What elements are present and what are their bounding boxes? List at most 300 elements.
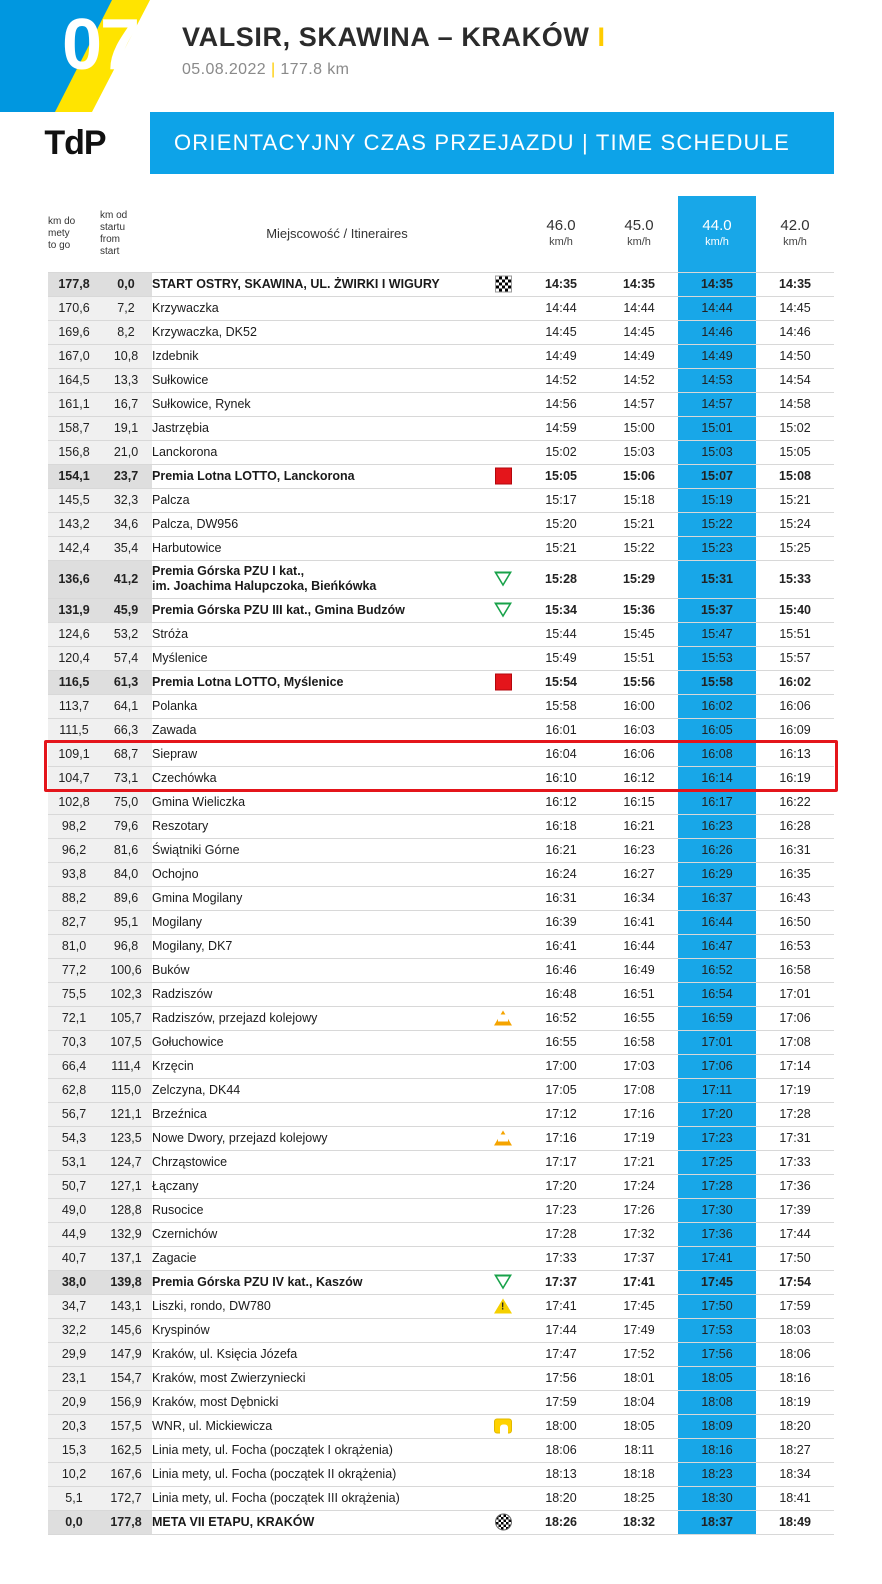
cell-time-4: 17:44: [756, 1222, 834, 1246]
cell-time-4: 18:16: [756, 1366, 834, 1390]
cell-time-3: 16:23: [678, 814, 756, 838]
cell-km-to-go: 50,7: [48, 1174, 100, 1198]
cell-time-4: 16:58: [756, 958, 834, 982]
table-row: [48, 1318, 834, 1342]
table-container: [0, 174, 882, 1555]
cell-km-to-go: 111,5: [48, 718, 100, 742]
table-row: [48, 536, 834, 560]
cell-time-4: 17:50: [756, 1246, 834, 1270]
place-label: Łączany: [152, 1179, 199, 1193]
table-row: [48, 1246, 834, 1270]
place-label: Stróża: [152, 627, 189, 641]
cell-time-1: 18:26: [522, 1510, 600, 1534]
cell-time-3: 17:30: [678, 1198, 756, 1222]
cell-place: [152, 670, 522, 694]
cell-time-3: 15:58: [678, 670, 756, 694]
cell-time-4: 16:43: [756, 886, 834, 910]
col-header-place: Miejscowość / Itineraires: [152, 196, 522, 272]
cell-place: [152, 982, 522, 1006]
stage-title-text: VALSIR, SKAWINA – KRAKÓW: [182, 22, 590, 52]
cell-time-1: 14:52: [522, 368, 600, 392]
table-row: [48, 910, 834, 934]
cell-time-2: 17:21: [600, 1150, 678, 1174]
cell-time-3: 18:09: [678, 1414, 756, 1438]
place-label: Świątniki Górne: [152, 843, 240, 857]
header-subtitle: [182, 61, 606, 79]
cell-place: [152, 1246, 522, 1270]
place-label: Krzywaczka: [152, 301, 219, 315]
table-row: [48, 440, 834, 464]
table-row: [48, 838, 834, 862]
cell-time-2: 16:34: [600, 886, 678, 910]
cell-km-from-start: 23,7: [100, 464, 152, 488]
cell-km-to-go: 5,1: [48, 1486, 100, 1510]
cell-time-4: 17:19: [756, 1078, 834, 1102]
cell-time-1: 18:20: [522, 1486, 600, 1510]
cell-place: [152, 1222, 522, 1246]
mountain-icon: [494, 603, 512, 618]
cell-km-from-start: 81,6: [100, 838, 152, 862]
page-header: [0, 0, 882, 112]
cell-time-2: 17:52: [600, 1342, 678, 1366]
cell-km-from-start: 147,9: [100, 1342, 152, 1366]
cell-place: [152, 1462, 522, 1486]
place-label: Zawada: [152, 723, 197, 737]
cell-time-3: 17:11: [678, 1078, 756, 1102]
cell-km-from-start: 107,5: [100, 1030, 152, 1054]
cell-km-from-start: 139,8: [100, 1270, 152, 1294]
table-row: [48, 1486, 834, 1510]
place-label: Mogilany: [152, 915, 203, 929]
cell-time-2: 15:29: [600, 560, 678, 598]
table-row: [48, 694, 834, 718]
time-schedule-table: [48, 196, 834, 1535]
cell-time-1: 17:28: [522, 1222, 600, 1246]
cell-time-3: 17:28: [678, 1174, 756, 1198]
table-row: [48, 272, 834, 296]
cell-place: [152, 766, 522, 790]
cell-time-2: 14:35: [600, 272, 678, 296]
cell-time-4: 15:08: [756, 464, 834, 488]
cell-time-3: 18:37: [678, 1510, 756, 1534]
cell-km-to-go: 98,2: [48, 814, 100, 838]
cell-time-1: 18:06: [522, 1438, 600, 1462]
table-row: [48, 670, 834, 694]
cell-time-2: 17:26: [600, 1198, 678, 1222]
table-head: [48, 196, 834, 272]
cell-time-1: 15:44: [522, 622, 600, 646]
cell-time-4: 17:33: [756, 1150, 834, 1174]
cell-place: [152, 694, 522, 718]
cell-time-1: 16:52: [522, 1006, 600, 1030]
cell-km-from-start: 172,7: [100, 1486, 152, 1510]
cell-time-1: 18:13: [522, 1462, 600, 1486]
cell-place: [152, 1294, 522, 1318]
col-header-km-from-start: km od startu from start: [100, 196, 152, 272]
cell-time-4: 17:31: [756, 1126, 834, 1150]
cell-km-from-start: 34,6: [100, 512, 152, 536]
cell-time-1: 17:56: [522, 1366, 600, 1390]
cell-km-to-go: 177,8: [48, 272, 100, 296]
cell-time-1: 17:33: [522, 1246, 600, 1270]
cell-time-4: 18:41: [756, 1486, 834, 1510]
cell-km-from-start: 53,2: [100, 622, 152, 646]
cell-time-2: 16:44: [600, 934, 678, 958]
table-row: [48, 790, 834, 814]
cell-time-2: 17:45: [600, 1294, 678, 1318]
speed-value-3: 44.0: [702, 216, 732, 234]
table-row: [48, 1006, 834, 1030]
cell-time-1: 15:21: [522, 536, 600, 560]
cell-km-to-go: 77,2: [48, 958, 100, 982]
cell-time-3: 18:23: [678, 1462, 756, 1486]
cell-time-2: 14:45: [600, 320, 678, 344]
cell-time-4: 18:06: [756, 1342, 834, 1366]
cell-place: [152, 1486, 522, 1510]
cell-km-to-go: 161,1: [48, 392, 100, 416]
cell-time-1: 16:55: [522, 1030, 600, 1054]
place-label: Brzeźnica: [152, 1107, 207, 1121]
place-label: Kraków, most Dębnicki: [152, 1395, 279, 1409]
cell-place: [152, 344, 522, 368]
cell-km-to-go: 169,6: [48, 320, 100, 344]
cell-km-to-go: 15,3: [48, 1438, 100, 1462]
cell-place: [152, 1198, 522, 1222]
cell-time-1: 14:35: [522, 272, 600, 296]
cell-time-1: 14:49: [522, 344, 600, 368]
cell-time-1: 15:28: [522, 560, 600, 598]
speed-value-2: 45.0: [624, 216, 654, 234]
table-row: [48, 622, 834, 646]
table-row: [48, 1414, 834, 1438]
cell-time-3: 15:47: [678, 622, 756, 646]
cell-km-to-go: 88,2: [48, 886, 100, 910]
cell-km-to-go: 116,5: [48, 670, 100, 694]
cell-time-1: 16:24: [522, 862, 600, 886]
cell-time-3: 14:49: [678, 344, 756, 368]
place-label: Zagacie: [152, 1251, 197, 1265]
cell-place: [152, 958, 522, 982]
cell-time-4: 16:02: [756, 670, 834, 694]
cell-time-2: 16:00: [600, 694, 678, 718]
cell-place: [152, 1174, 522, 1198]
cell-time-4: 15:21: [756, 488, 834, 512]
cell-time-1: 17:17: [522, 1150, 600, 1174]
cell-place: [152, 1270, 522, 1294]
cell-time-2: 16:49: [600, 958, 678, 982]
place-label: Siepraw: [152, 747, 198, 761]
cell-place: [152, 1006, 522, 1030]
cell-time-2: 18:01: [600, 1366, 678, 1390]
tdp-logo-text: TdP: [44, 123, 106, 162]
cell-time-1: 15:49: [522, 646, 600, 670]
cell-time-1: 17:20: [522, 1174, 600, 1198]
cell-time-4: 17:54: [756, 1270, 834, 1294]
cell-time-1: 15:17: [522, 488, 600, 512]
cell-time-2: 17:03: [600, 1054, 678, 1078]
cell-time-1: 17:16: [522, 1126, 600, 1150]
cell-time-2: 14:52: [600, 368, 678, 392]
cell-place: [152, 1102, 522, 1126]
place-label: Linia mety, ul. Focha (początek I okrążenia): [152, 1443, 393, 1457]
place-label: Kraków, most Zwierzyniecki: [152, 1371, 306, 1385]
place-label: Reszotary: [152, 819, 209, 833]
cell-time-2: 16:41: [600, 910, 678, 934]
cell-time-3: 16:26: [678, 838, 756, 862]
cell-time-4: 16:22: [756, 790, 834, 814]
cell-time-1: 16:21: [522, 838, 600, 862]
cell-km-from-start: 156,9: [100, 1390, 152, 1414]
place-label: Premia Górska PZU III kat., Gmina Budzów: [152, 603, 405, 617]
cell-km-from-start: 96,8: [100, 934, 152, 958]
cell-km-from-start: 73,1: [100, 766, 152, 790]
cell-place: [152, 934, 522, 958]
speed-value-4: 42.0: [780, 216, 810, 234]
cell-place: [152, 560, 522, 598]
cell-time-1: 17:59: [522, 1390, 600, 1414]
tdp-logo: [0, 112, 150, 174]
col-header-speed-1: [522, 196, 600, 272]
table-row: [48, 886, 834, 910]
cell-km-from-start: 57,4: [100, 646, 152, 670]
cell-place: [152, 646, 522, 670]
cell-place: [152, 1150, 522, 1174]
cell-time-1: 15:20: [522, 512, 600, 536]
cell-km-to-go: 40,7: [48, 1246, 100, 1270]
place-label: Czernichów: [152, 1227, 218, 1241]
table-row: [48, 934, 834, 958]
cell-time-1: 15:34: [522, 598, 600, 622]
cell-time-3: 17:36: [678, 1222, 756, 1246]
cell-time-4: 14:46: [756, 320, 834, 344]
cell-time-3: 16:59: [678, 1006, 756, 1030]
cell-time-2: 16:51: [600, 982, 678, 1006]
cell-time-4: 14:35: [756, 272, 834, 296]
cell-place: [152, 1342, 522, 1366]
table-row: [48, 718, 834, 742]
cell-time-3: 15:53: [678, 646, 756, 670]
cell-km-from-start: 10,8: [100, 344, 152, 368]
cell-km-from-start: 8,2: [100, 320, 152, 344]
cell-km-to-go: 142,4: [48, 536, 100, 560]
cell-place: [152, 742, 522, 766]
cell-time-2: 17:41: [600, 1270, 678, 1294]
cell-time-4: 15:40: [756, 598, 834, 622]
cell-time-3: 17:53: [678, 1318, 756, 1342]
place-label: Gmina Wieliczka: [152, 795, 246, 809]
cell-time-1: 15:58: [522, 694, 600, 718]
cell-time-1: 15:05: [522, 464, 600, 488]
table-row: [48, 416, 834, 440]
cell-time-2: 16:27: [600, 862, 678, 886]
cell-km-to-go: 20,3: [48, 1414, 100, 1438]
cell-place: [152, 1126, 522, 1150]
cell-km-to-go: 62,8: [48, 1078, 100, 1102]
cell-km-from-start: 111,4: [100, 1054, 152, 1078]
cell-time-1: 16:31: [522, 886, 600, 910]
cell-time-3: 16:47: [678, 934, 756, 958]
place-label: Palcza: [152, 493, 190, 507]
cell-time-4: 14:45: [756, 296, 834, 320]
cell-time-4: 18:03: [756, 1318, 834, 1342]
place-label: Linia mety, ul. Focha (początek II okrążenia): [152, 1467, 397, 1481]
finish-icon: [495, 1514, 512, 1531]
wnr-icon: [494, 1419, 512, 1434]
cell-time-4: 15:05: [756, 440, 834, 464]
cell-time-3: 18:08: [678, 1390, 756, 1414]
table-row: [48, 1438, 834, 1462]
cell-km-from-start: 7,2: [100, 296, 152, 320]
table-row: [48, 1366, 834, 1390]
cell-km-from-start: 79,6: [100, 814, 152, 838]
place-label: Krzęcin: [152, 1059, 194, 1073]
place-label: Kraków, ul. Księcia Józefa: [152, 1347, 298, 1361]
cell-time-3: 16:02: [678, 694, 756, 718]
place-label: Premia Lotna LOTTO, Lanckorona: [152, 469, 355, 483]
cell-place: [152, 814, 522, 838]
cell-time-4: 14:58: [756, 392, 834, 416]
table-row: [48, 392, 834, 416]
cell-time-2: 17:32: [600, 1222, 678, 1246]
cell-time-1: 14:59: [522, 416, 600, 440]
cell-place: [152, 718, 522, 742]
cell-place: [152, 320, 522, 344]
cell-time-1: 14:45: [522, 320, 600, 344]
cell-time-3: 16:08: [678, 742, 756, 766]
place-label: Myślenice: [152, 651, 208, 665]
cell-time-4: 15:24: [756, 512, 834, 536]
cell-km-from-start: 167,6: [100, 1462, 152, 1486]
cell-km-to-go: 102,8: [48, 790, 100, 814]
table-row: [48, 1102, 834, 1126]
cell-time-2: 14:44: [600, 296, 678, 320]
cell-time-3: 16:05: [678, 718, 756, 742]
cell-time-1: 16:46: [522, 958, 600, 982]
cell-km-to-go: 113,7: [48, 694, 100, 718]
cell-time-4: 14:54: [756, 368, 834, 392]
cell-km-to-go: 66,4: [48, 1054, 100, 1078]
cell-km-to-go: 104,7: [48, 766, 100, 790]
cell-time-4: 17:08: [756, 1030, 834, 1054]
cell-time-4: 17:28: [756, 1102, 834, 1126]
col-header-speed-3: [678, 196, 756, 272]
cell-time-3: 17:45: [678, 1270, 756, 1294]
cell-time-1: 17:23: [522, 1198, 600, 1222]
cell-time-2: 17:37: [600, 1246, 678, 1270]
table-row: [48, 1390, 834, 1414]
cell-km-from-start: 32,3: [100, 488, 152, 512]
mountain-icon: [494, 572, 512, 587]
cell-time-4: 16:06: [756, 694, 834, 718]
cell-time-2: 17:24: [600, 1174, 678, 1198]
cell-time-4: 15:57: [756, 646, 834, 670]
cell-time-2: 15:00: [600, 416, 678, 440]
place-label: Lanckorona: [152, 445, 218, 459]
cell-time-1: 16:39: [522, 910, 600, 934]
cell-time-4: 15:51: [756, 622, 834, 646]
table-row: [48, 1510, 834, 1534]
cell-time-1: 16:04: [522, 742, 600, 766]
cell-km-to-go: 109,1: [48, 742, 100, 766]
cell-time-1: 14:56: [522, 392, 600, 416]
cell-place: [152, 1438, 522, 1462]
cell-km-from-start: 154,7: [100, 1366, 152, 1390]
cell-km-from-start: 61,3: [100, 670, 152, 694]
cell-time-4: 14:50: [756, 344, 834, 368]
cell-km-from-start: 68,7: [100, 742, 152, 766]
sprint-icon: [495, 674, 512, 691]
cell-time-1: 16:18: [522, 814, 600, 838]
cell-time-1: 16:12: [522, 790, 600, 814]
cell-km-to-go: 154,1: [48, 464, 100, 488]
place-label: Premia Lotna LOTTO, Myślenice: [152, 675, 344, 689]
cell-time-1: 17:44: [522, 1318, 600, 1342]
cell-km-from-start: 145,6: [100, 1318, 152, 1342]
cell-km-to-go: 23,1: [48, 1366, 100, 1390]
cell-km-to-go: 56,7: [48, 1102, 100, 1126]
cell-time-4: 16:13: [756, 742, 834, 766]
cell-time-2: 18:32: [600, 1510, 678, 1534]
cell-time-3: 17:50: [678, 1294, 756, 1318]
table-body: [48, 272, 834, 1534]
cell-time-3: 16:29: [678, 862, 756, 886]
cell-time-2: 16:06: [600, 742, 678, 766]
cell-km-from-start: 128,8: [100, 1198, 152, 1222]
cell-km-to-go: 82,7: [48, 910, 100, 934]
cell-time-3: 14:35: [678, 272, 756, 296]
table-row: [48, 1294, 834, 1318]
table-row: [48, 814, 834, 838]
cell-km-from-start: 66,3: [100, 718, 152, 742]
cell-time-2: 16:55: [600, 1006, 678, 1030]
cell-km-to-go: 72,1: [48, 1006, 100, 1030]
cell-time-2: 15:06: [600, 464, 678, 488]
cell-km-from-start: 132,9: [100, 1222, 152, 1246]
cell-km-to-go: 167,0: [48, 344, 100, 368]
place-label: META VII ETAPU, KRAKÓW: [152, 1515, 315, 1529]
cell-place: [152, 598, 522, 622]
place-label: Gołuchowice: [152, 1035, 224, 1049]
cell-km-from-start: 16,7: [100, 392, 152, 416]
cell-time-4: 17:39: [756, 1198, 834, 1222]
cell-km-to-go: 145,5: [48, 488, 100, 512]
cell-time-4: 17:01: [756, 982, 834, 1006]
cell-time-4: 17:14: [756, 1054, 834, 1078]
table-header-row: [48, 196, 834, 272]
table-row: [48, 344, 834, 368]
cell-time-2: 18:11: [600, 1438, 678, 1462]
cell-time-4: 16:09: [756, 718, 834, 742]
table-row: [48, 464, 834, 488]
cell-time-2: 15:56: [600, 670, 678, 694]
cell-place: [152, 368, 522, 392]
cell-place: [152, 416, 522, 440]
cell-km-to-go: 70,3: [48, 1030, 100, 1054]
cell-time-1: 16:01: [522, 718, 600, 742]
cell-km-from-start: 162,5: [100, 1438, 152, 1462]
cell-km-to-go: 143,2: [48, 512, 100, 536]
cell-time-4: 16:19: [756, 766, 834, 790]
cell-time-4: 15:02: [756, 416, 834, 440]
schedule-banner: [150, 112, 834, 174]
cell-time-3: 17:23: [678, 1126, 756, 1150]
cell-km-to-go: 136,6: [48, 560, 100, 598]
cell-time-2: 16:12: [600, 766, 678, 790]
cell-time-2: 17:19: [600, 1126, 678, 1150]
cell-time-4: 16:28: [756, 814, 834, 838]
cell-km-to-go: 93,8: [48, 862, 100, 886]
cell-km-to-go: 54,3: [48, 1126, 100, 1150]
